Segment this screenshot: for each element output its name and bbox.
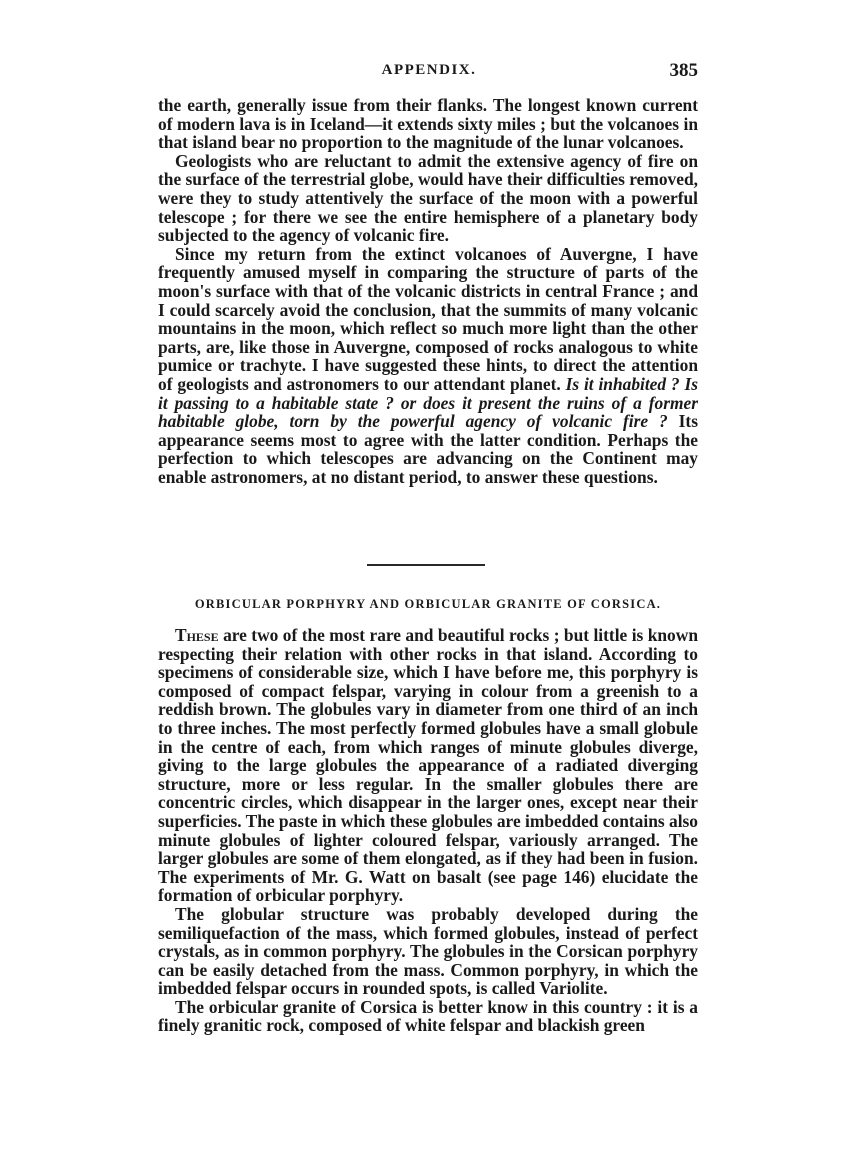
paragraph-globular-structure: The globular structure was probably developed during the semiliquefaction of the mass, which formed globules, instead of perfect crystals, as in common porphyry. The globules in the Corsican porphyry can be easily detached from the mass. Common porphyry, in which the imbedded felspar occurs in rounded spots, is called Variolite. [158,903,698,999]
italic-questions: Is it inhabited ? Is it passing to a habitable state ? or does it present the ruins of a former habitable globe, torn by the powerful agency of volcanic fire ? [158,373,698,432]
section-title: ORBICULAR PORPHYRY AND ORBICULAR GRANITE OF CORSICA. [194,597,662,611]
paragraph-orbicular-porphyry [158,626,698,905]
page-header [160,62,698,86]
paragraph-continuation: the earth, generally issue from their flanks. The longest known current of modern lava is in Iceland—it extends sixty miles ; but the volcanoes in that island bear no proportion to the magnitude of the lunar volcanoes. [158,95,698,153]
section-divider [367,564,485,566]
page-number: 385 [669,60,698,81]
paragraph-geologists: Geologists who are reluctant to admit the extensive agency of fire on the surface of the terrestrial globe, would have their difficulties removed, were they to study attentively the surface of the moon with a powerful telescope ; for there we see the entire hemisphere of a planetary body subjected to the agency of volcanic fire. [158,150,698,246]
paragraph-orbicular-porphyry-text: are two of the most rare and beautiful rocks ; but little is known respecting their relation with other rocks in that island. According to specimens of considerable size, which I have before me, this porphyry is composed of compact felspar, varying in colour from a greenish to a reddish brown. The globules vary in diameter from one third of an inch to three inches. The most perfectly formed globules have a small globule in the centre of each, from which ranges of minute globules diverge, giving to the large globules the appearance of a radiated diverging structure, more or less regular. In the smaller globules there are concentric circles, which disappear in the larger ones, except near their superficies. The paste in which these globules are imbedded contains also minute globules of lighter coloured felspar, variously arranged. The larger globules are some of them elongated, as if they had been in fusion. The experiments of Mr. G. Watt on basalt (see page 146) elucidate the formation of orbicular porphyry. [158,625,698,906]
text-block-top [158,96,698,486]
text-block-section [158,626,698,1035]
paragraph-auvergne-conclusion: Its appearance seems most to agree with the latter condition. Perhaps the perfection to which telescopes are advancing on the Continent may enable astronomers, at no distant period, to answer these questions. [158,411,698,487]
paragraph-auvergne-text: Since my return from the extinct volcanoes of Auvergne, I have frequently amused myself in comparing the structure of parts of the moon's surface with that of the volcanic districts in central France ; and I could scarcely avoid the conclusion, that the summits of many volcanic mountains in the moon, which reflect so much more light than the other parts, are, like those in Auvergne, composed of rocks analogous to white pumice or trachyte. I have suggested these hints, to direct the attention of geologists and astronomers to our attendant planet. [158,243,698,394]
lead-word: These [175,625,219,645]
running-head: APPENDIX. [381,62,477,78]
paragraph-orbicular-granite: The orbicular granite of Corsica is better know in this country : it is a finely granitic rock, composed of white felspar and blackish green [158,996,698,1036]
paragraph-auvergne [158,245,698,487]
